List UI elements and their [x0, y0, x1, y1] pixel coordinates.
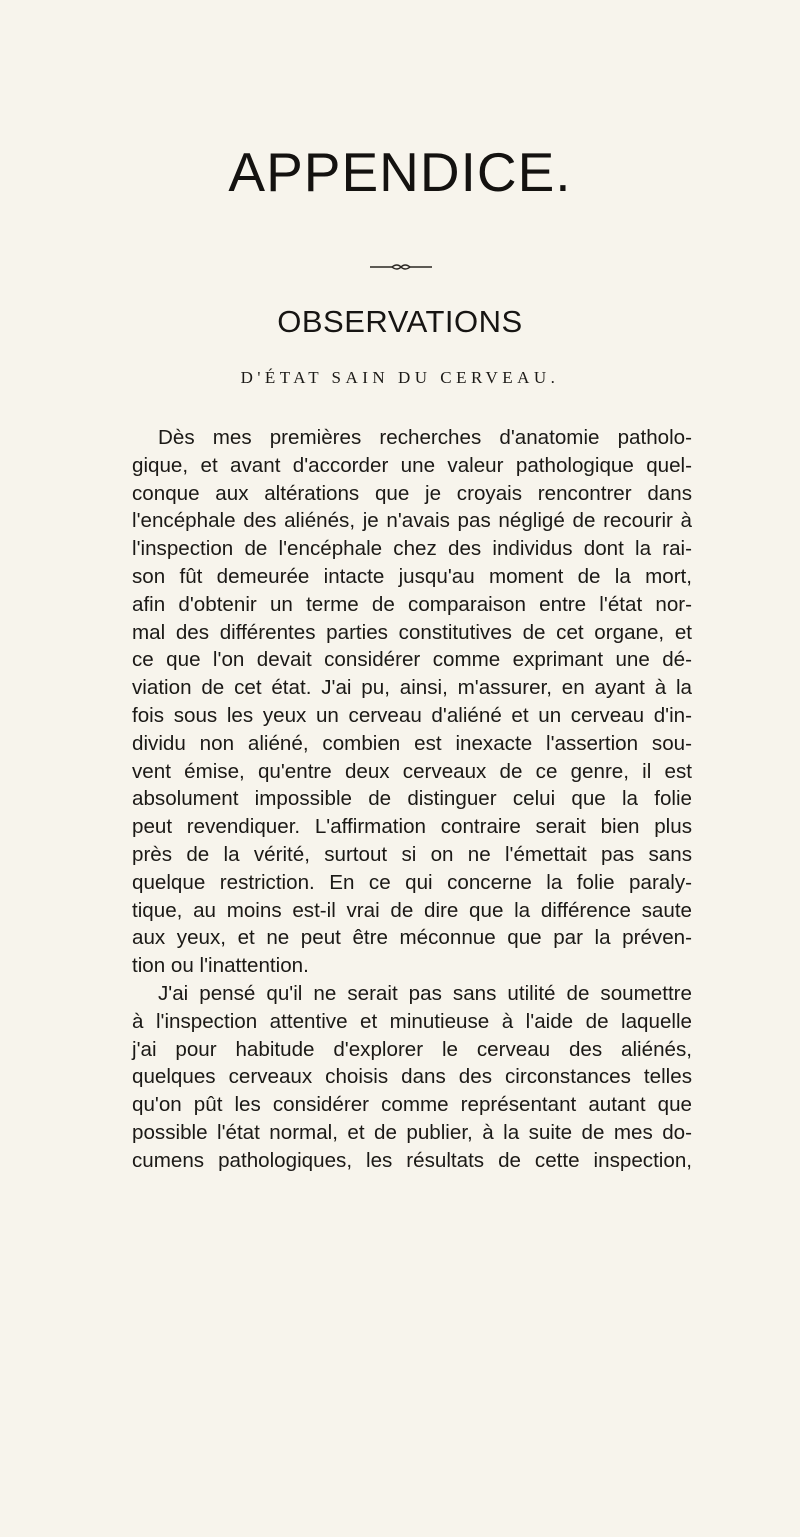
- text-line: l'encéphale des aliénés, je n'avais pas négligé de recourir à: [132, 509, 692, 533]
- text-line: possible l'état normal, et de publier, à la suite de mes do-: [132, 1120, 692, 1144]
- text-line: Dès mes premières recherches d'anatomie patholo-: [158, 426, 692, 449]
- text-line: mal des différentes parties constitutives de cet organe, et: [132, 620, 692, 644]
- text-line: à l'inspection attentive et minutieuse à l'aide de laquelle: [132, 1009, 692, 1033]
- text-line: dividu non aliéné, combien est inexacte l'assertion sou-: [132, 731, 692, 755]
- text-line: son fût demeurée intacte jusqu'au moment de la mort,: [132, 564, 692, 588]
- text-line: peut revendiquer. L'affirmation contraire serait bien plus: [132, 815, 692, 839]
- text-line: vent émise, qu'entre deux cerveaux de ce genre, il est: [132, 759, 692, 783]
- text-line: aux yeux, et ne peut être méconnue que par la préven-: [132, 926, 692, 950]
- text-line: tion ou l'inattention.: [132, 954, 309, 978]
- page-title: APPENDICE.: [228, 141, 572, 203]
- section-title: OBSERVATIONS: [277, 304, 523, 339]
- text-line: quelques cerveaux choisis dans des circonstances telles: [132, 1065, 692, 1089]
- text-line: l'inspection de l'encéphale chez des individus dont la rai-: [132, 537, 692, 561]
- section-subtitle: D'ÉTAT SAIN DU CERVEAU.: [240, 368, 560, 387]
- text-line: qu'on pût les considérer comme représentant autant que: [132, 1093, 692, 1117]
- text-line: tique, au moins est-il vrai de dire que la différence saute: [132, 898, 692, 922]
- text-line: près de la vérité, surtout si on ne l'émettait pas sans: [132, 842, 692, 866]
- text-line: cumens pathologiques, les résultats de cette inspection,: [132, 1148, 692, 1172]
- text-line: quelque restriction. En ce qui concerne la folie paraly-: [132, 870, 692, 894]
- body-text: [132, 424, 692, 1175]
- text-line: conque aux altérations que je croyais rencontrer dans: [132, 481, 692, 505]
- text-line: afin d'obtenir un terme de comparaison entre l'état nor-: [132, 592, 692, 616]
- text-line: j'ai pour habitude d'explorer le cerveau des aliénés,: [132, 1037, 692, 1061]
- text-line: ce que l'on devait considérer comme exprimant une dé-: [132, 648, 692, 672]
- text-line: viation de cet état. J'ai pu, ainsi, m'assurer, en ayant à la: [132, 676, 692, 700]
- text-line: absolument impossible de distinguer celui que la folie: [132, 787, 692, 811]
- text-line: J'ai pensé qu'il ne serait pas sans utilité de soumettre: [158, 981, 692, 1005]
- ornamental-rule-icon: [370, 262, 432, 272]
- text-line: gique, et avant d'accorder une valeur pathologique quel-: [132, 453, 692, 477]
- text-line: fois sous les yeux un cerveau d'aliéné et un cerveau d'in-: [132, 703, 692, 727]
